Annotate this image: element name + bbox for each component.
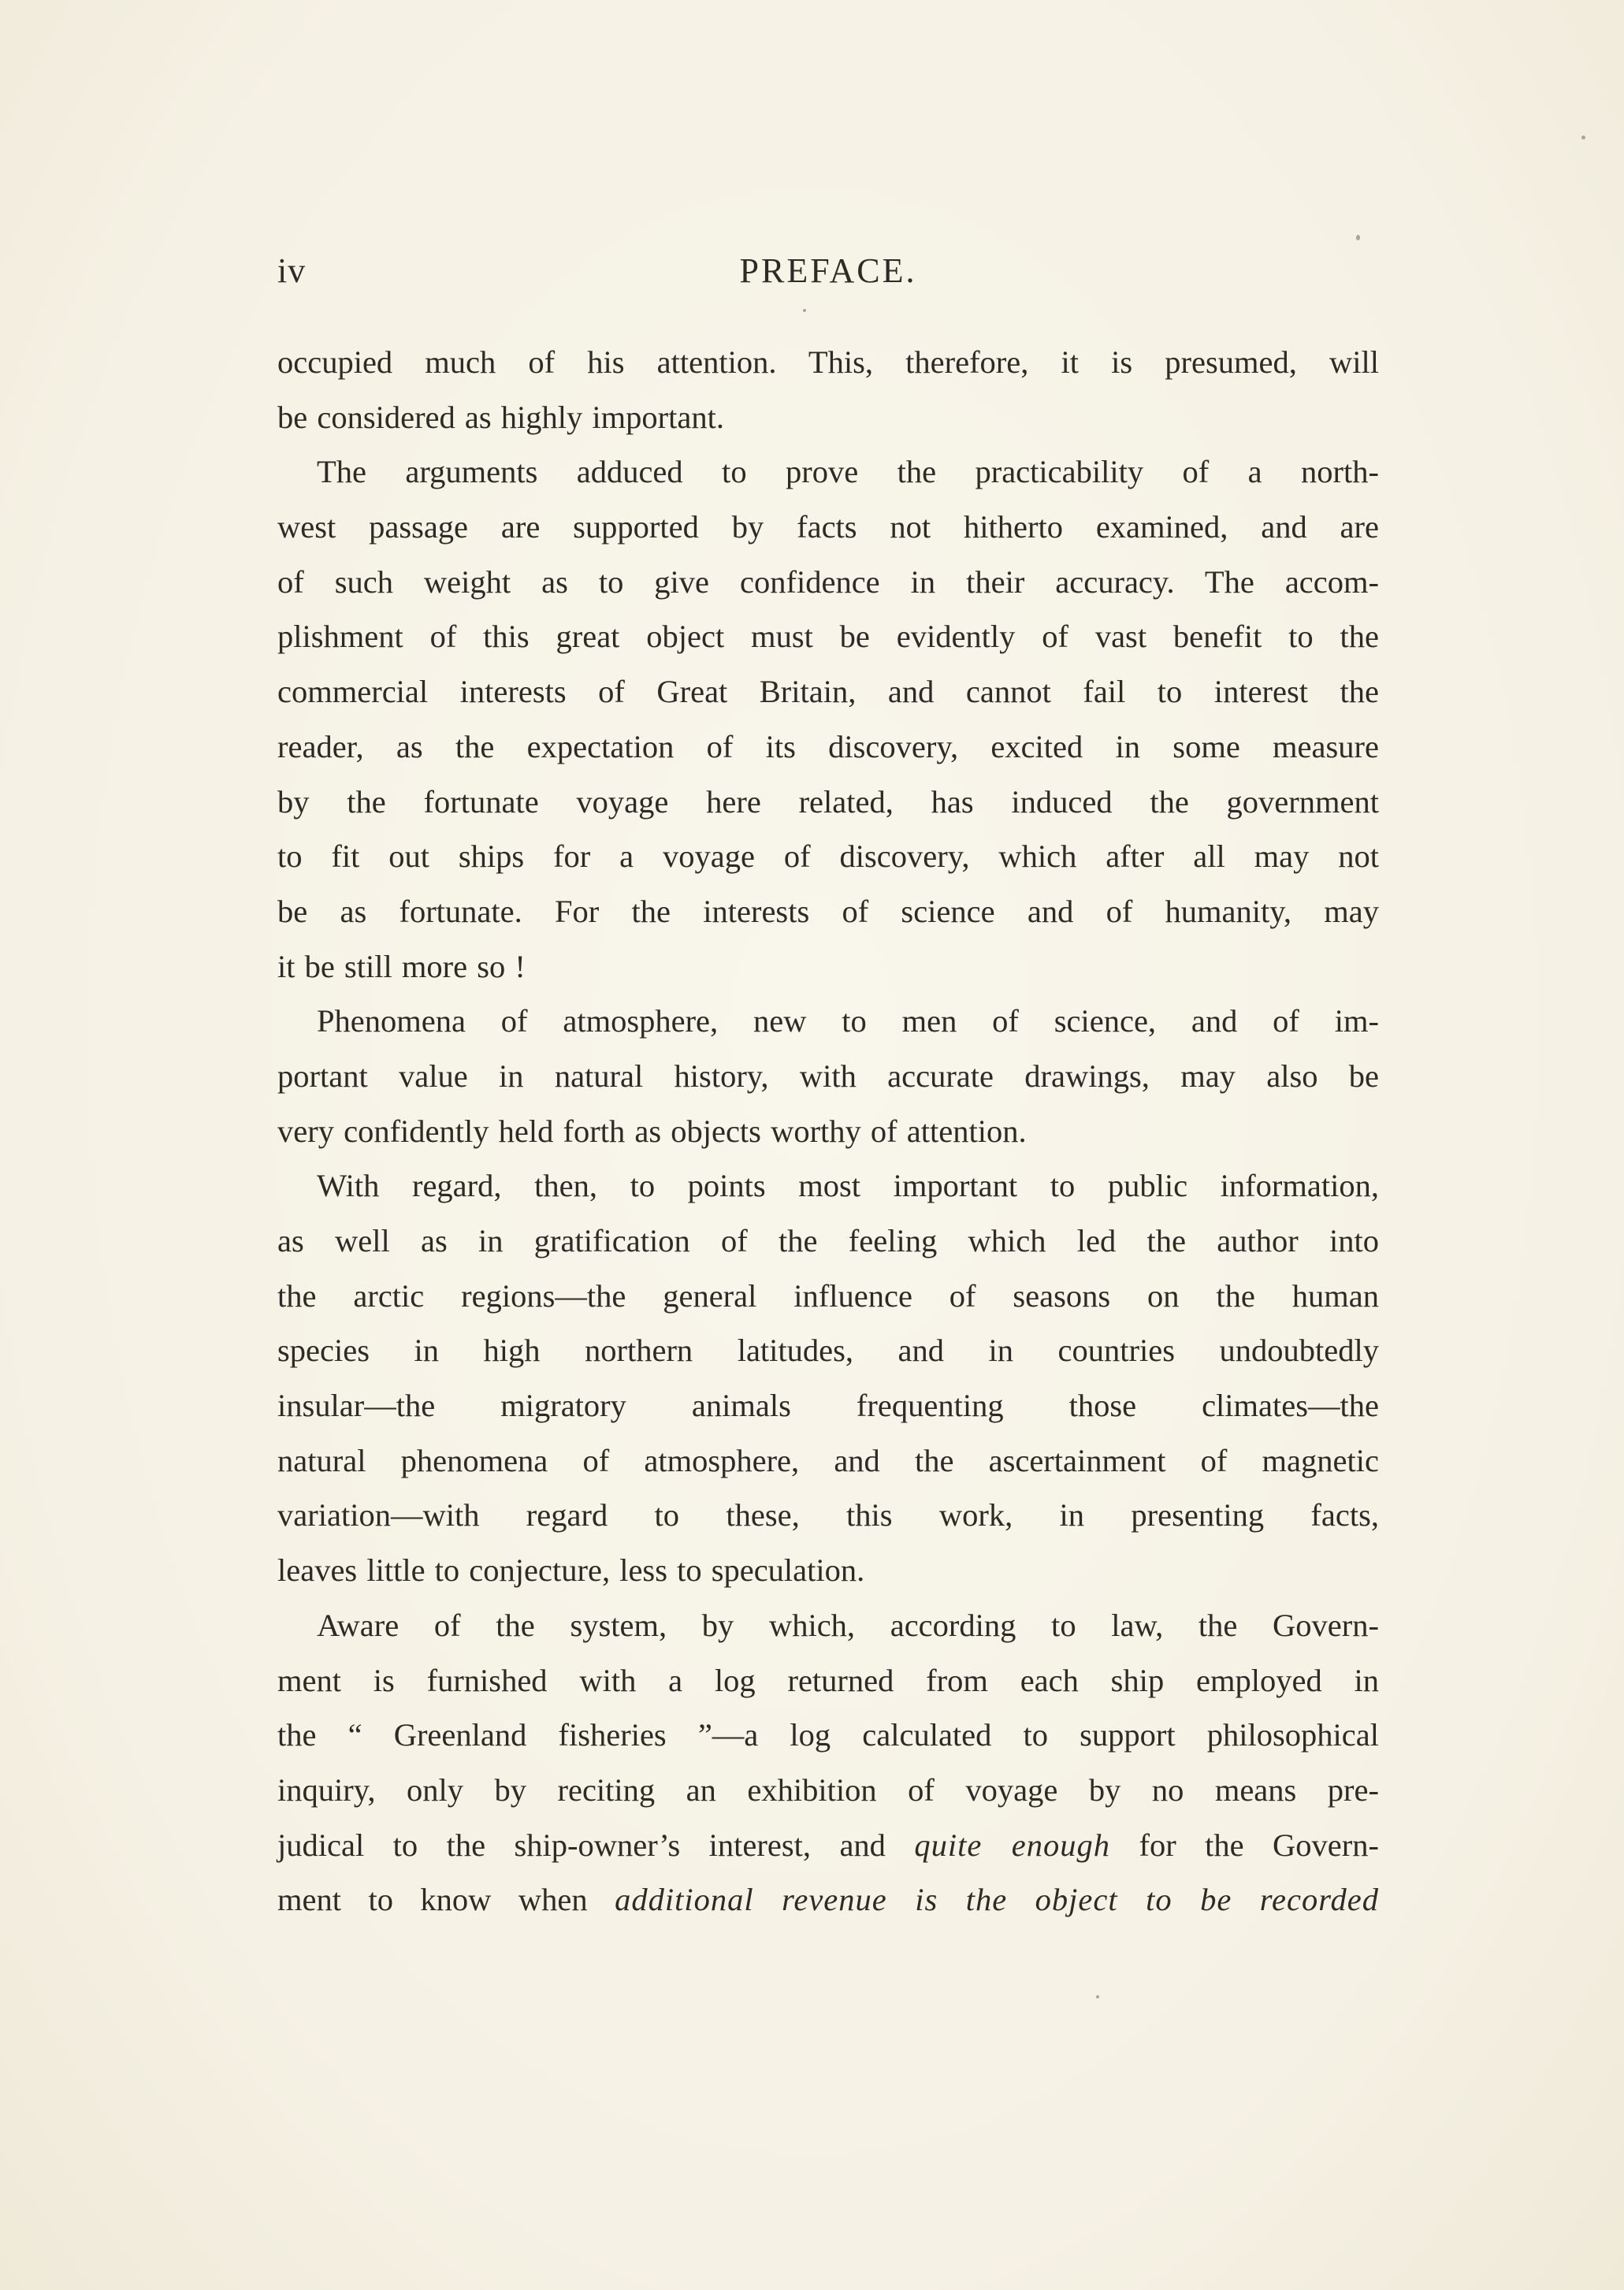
line-29-roman: ment to know when <box>277 1882 615 1918</box>
line-28-roman-end: for the Govern- <box>1110 1827 1379 1863</box>
page-header <box>277 251 1379 298</box>
text-line-26: the “ Greenland fisheries ”—a log calculated to support philosophical <box>277 1717 1379 1753</box>
text-line-28 <box>277 1818 1379 1873</box>
text-line-11: be as fortunate. For the interests of science and of humanity, may <box>277 893 1379 929</box>
text-line-21: natural phenomena of atmosphere, and the ascertainment of magnetic <box>277 1442 1379 1478</box>
text-line-13: Phenomena of atmosphere, new to men of science, and of im- <box>317 1003 1379 1039</box>
body-text <box>277 335 1379 1928</box>
text-line-29 <box>277 1872 1379 1928</box>
text-line-7: commercial interests of Great Britain, and cannot fail to interest the <box>277 674 1379 710</box>
text-line-18: the arctic regions—the general influence of seasons on the human <box>277 1277 1379 1314</box>
text-line-14: portant value in natural history, with accurate drawings, may also be <box>277 1058 1379 1094</box>
text-line-2: be considered as highly important. <box>277 399 724 435</box>
paper-speck <box>1356 235 1360 240</box>
text-line-15: very confidently held forth as objects worthy of attention. <box>277 1113 1027 1149</box>
text-line-5: of such weight as to give confidence in their accuracy. The accom- <box>277 563 1379 600</box>
text-line-23: leaves little to conjecture, less to speculation. <box>277 1552 865 1589</box>
text-line-4: west passage are supported by facts not hitherto examined, and are <box>277 509 1379 545</box>
page-number: iv <box>277 251 307 290</box>
text-line-27: inquiry, only by reciting an exhibition of voyage by no means pre- <box>277 1771 1379 1808</box>
text-line-24: Aware of the system, by which, according to law, the Govern- <box>317 1607 1379 1643</box>
paper-speck <box>1096 1995 1099 1998</box>
italic-additional-revenue: additional revenue is the object to be recorded <box>615 1882 1379 1918</box>
text-lines <box>277 335 1379 1818</box>
text-line-8: reader, as the expectation of its discovery, excited in some measure <box>277 728 1379 764</box>
text-line-22: variation—with regard to these, this work, in presenting facts, <box>277 1497 1379 1533</box>
line-28-roman-start: judical to the ship-owner’s interest, and <box>277 1827 915 1863</box>
italic-quite-enough: quite enough <box>914 1827 1111 1863</box>
text-line-9: by the fortunate voyage here related, has induced the government <box>277 783 1379 820</box>
text-line-6: plishment of this great object must be evidently of vast benefit to the <box>277 619 1379 655</box>
text-line-20: insular—the migratory animals frequenting those climates—the <box>277 1388 1379 1424</box>
text-line-3: The arguments adduced to prove the practicability of a north- <box>317 454 1379 490</box>
running-head: PREFACE. <box>739 251 917 290</box>
text-line-12: it be still more so ! <box>277 948 526 984</box>
paper-speck <box>1581 136 1585 139</box>
text-line-25: ment is furnished with a log returned from each ship employed in <box>277 1662 1379 1698</box>
text-line-19: species in high northern latitudes, and in countries undoubtedly <box>277 1333 1379 1369</box>
paper-speck <box>803 309 806 312</box>
text-line-10: to fit out ships for a voyage of discovery, which after all may not <box>277 838 1379 875</box>
text-line-1: occupied much of his attention. This, therefore, it is presumed, will <box>277 344 1379 380</box>
text-line-17: as well as in gratification of the feeling which led the author into <box>277 1223 1379 1258</box>
text-line-16: With regard, then, to points most important to public information, <box>317 1168 1379 1204</box>
